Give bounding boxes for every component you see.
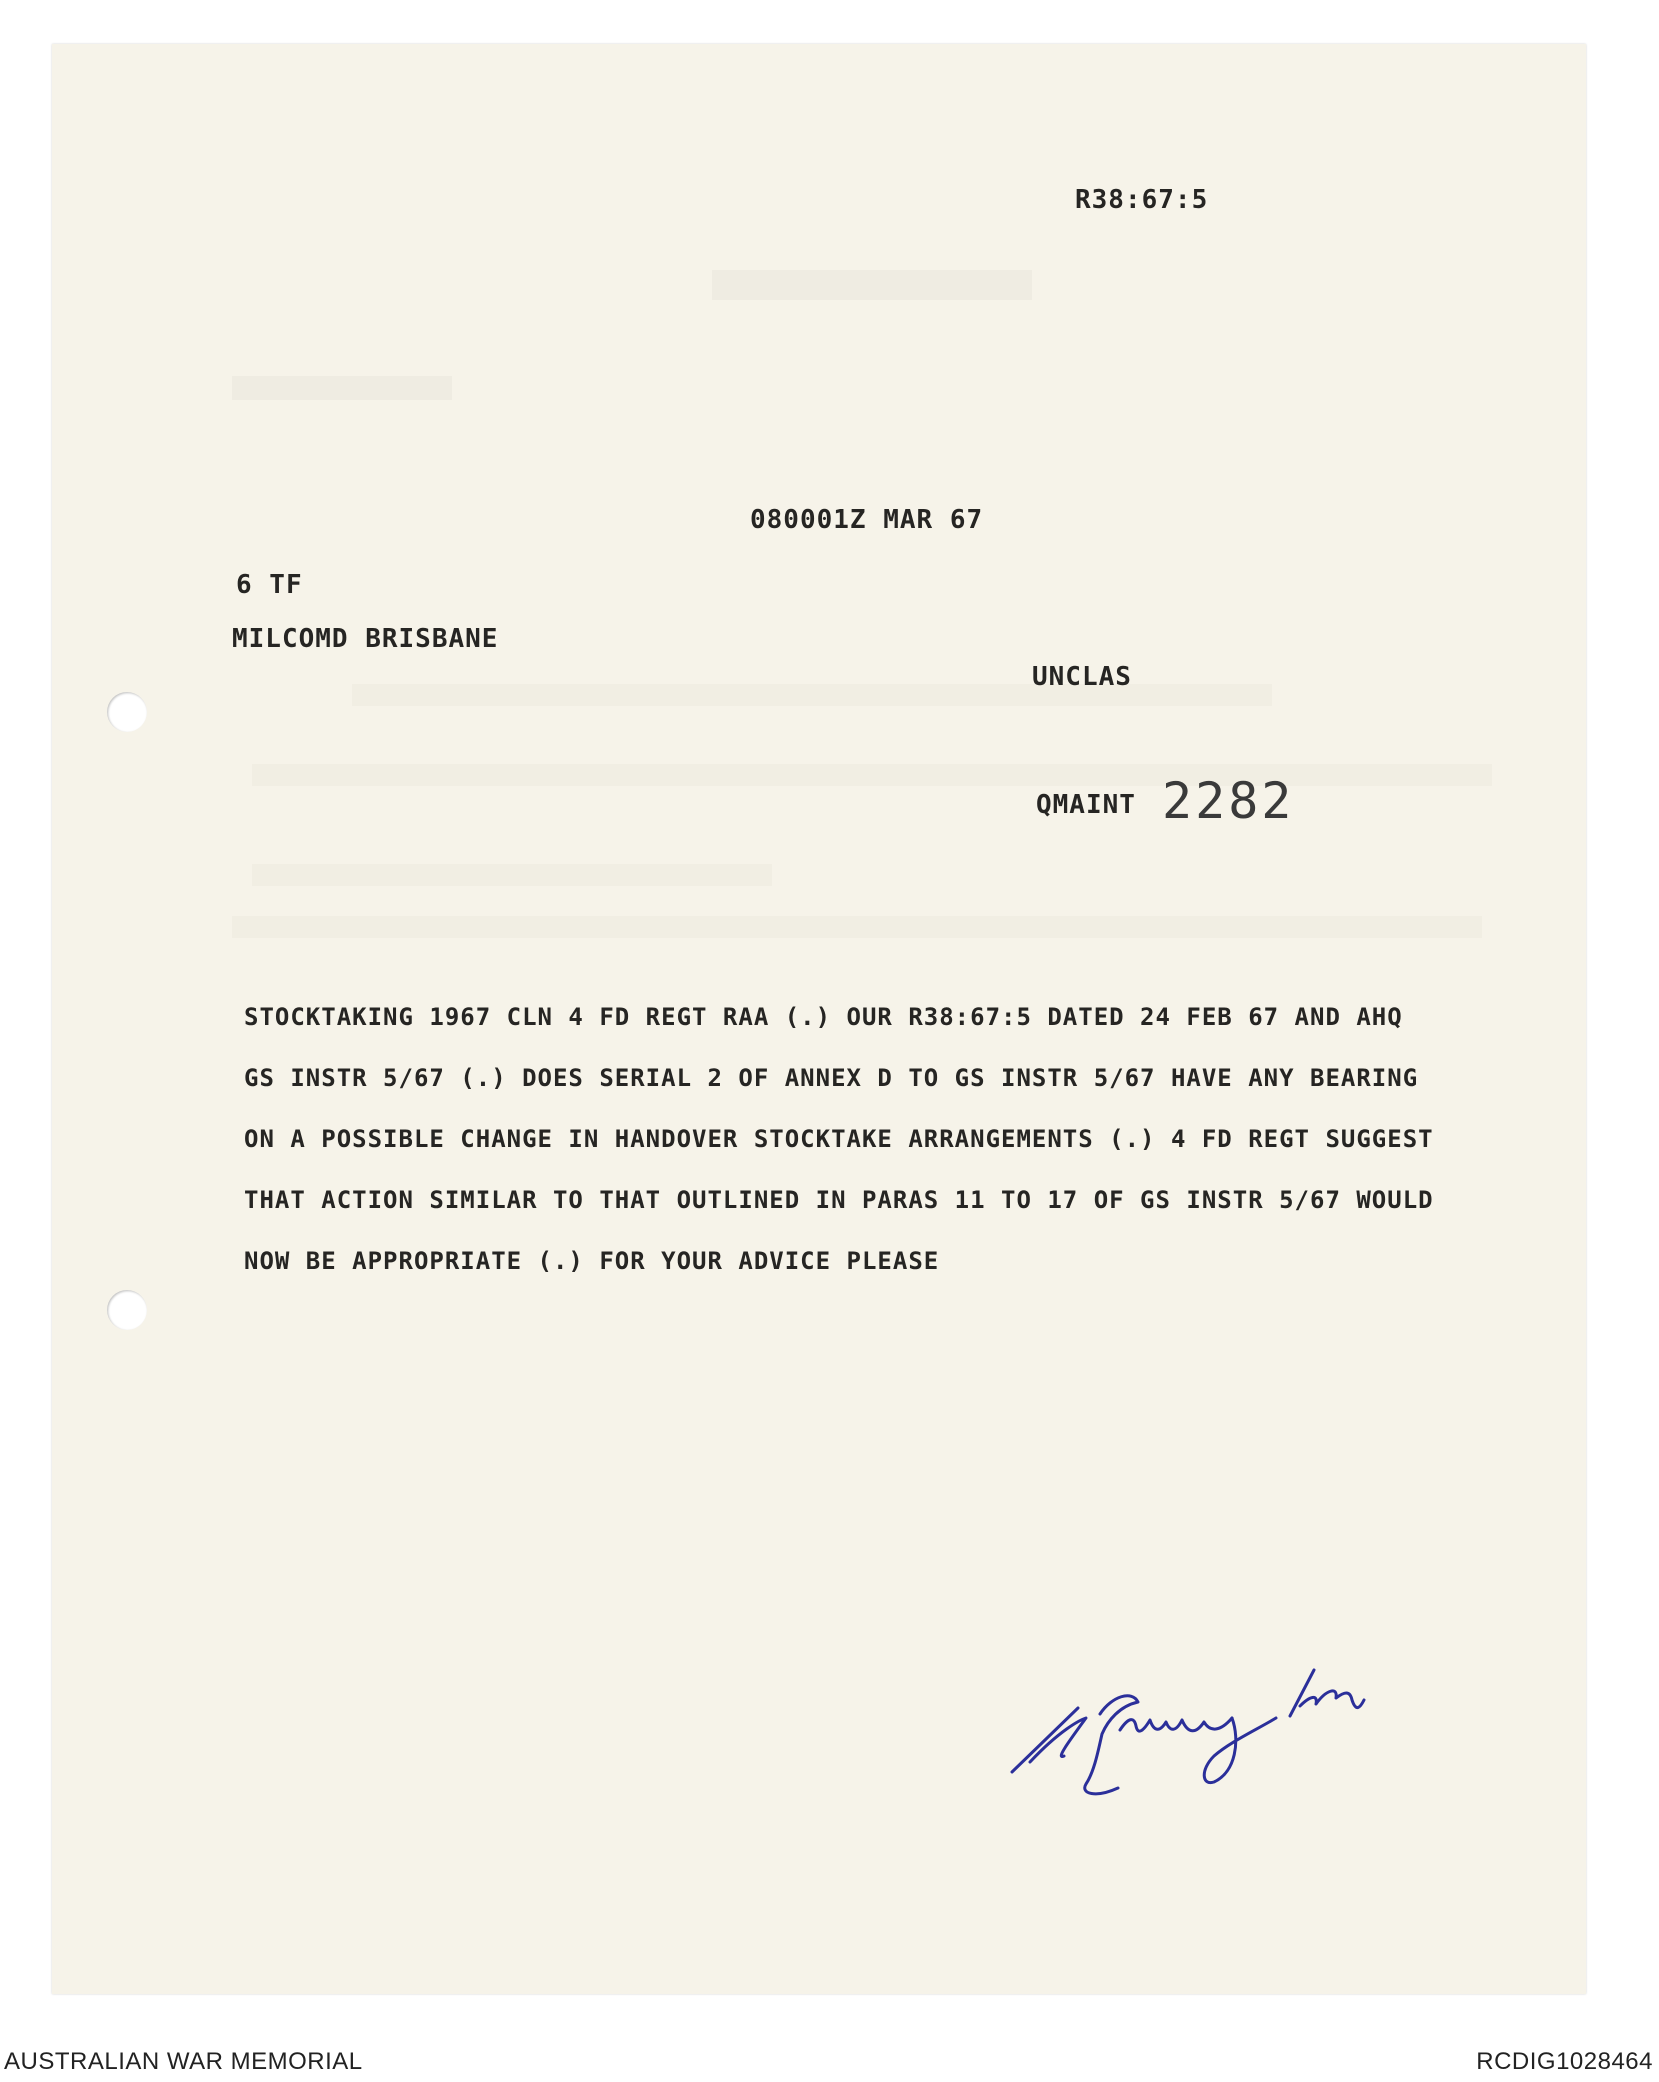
archive-credit: AUSTRALIAN WAR MEMORIAL	[4, 2048, 363, 2075]
bleed-through-mark	[712, 270, 1032, 300]
bleed-through-mark	[232, 376, 452, 400]
to-addressee: MILCOMD BRISBANE	[232, 624, 499, 654]
classification: UNCLAS	[1032, 662, 1132, 692]
archive-item-id: RCDIG1028464	[1476, 2048, 1653, 2075]
message-line: ON A POSSIBLE CHANGE IN HANDOVER STOCKTAKE ARRANGEMENTS (.) 4 FD REGT SUGGEST	[244, 1125, 1434, 1153]
message-line: NOW BE APPROPRIATE (.) FOR YOUR ADVICE PLEASE	[244, 1247, 940, 1275]
handwritten-signature	[1000, 1660, 1460, 1820]
message-line: THAT ACTION SIMILAR TO THAT OUTLINED IN PARAS 11 TO 17 OF GS INSTR 5/67 WOULD	[244, 1186, 1434, 1214]
message-line: STOCKTAKING 1967 CLN 4 FD REGT RAA (.) OUR R38:67:5 DATED 24 FEB 67 AND AHQ	[244, 1003, 1403, 1031]
date-time-group: 080001Z MAR 67	[750, 505, 984, 535]
file-reference: R38:67:5	[1075, 185, 1209, 215]
bleed-through-mark	[252, 864, 772, 886]
bleed-through-mark	[232, 916, 1482, 938]
bleed-through-mark	[252, 764, 1492, 786]
bleed-through-mark	[352, 684, 1272, 706]
qmaint-number: 2282	[1162, 772, 1295, 830]
qmaint-label: QMAINT	[1036, 790, 1136, 820]
punch-hole-bottom	[107, 1290, 147, 1330]
message-line: GS INSTR 5/67 (.) DOES SERIAL 2 OF ANNEX D TO GS INSTR 5/67 HAVE ANY BEARING	[244, 1064, 1419, 1092]
punch-hole-top	[107, 692, 147, 732]
from-unit: 6 TF	[236, 570, 303, 600]
